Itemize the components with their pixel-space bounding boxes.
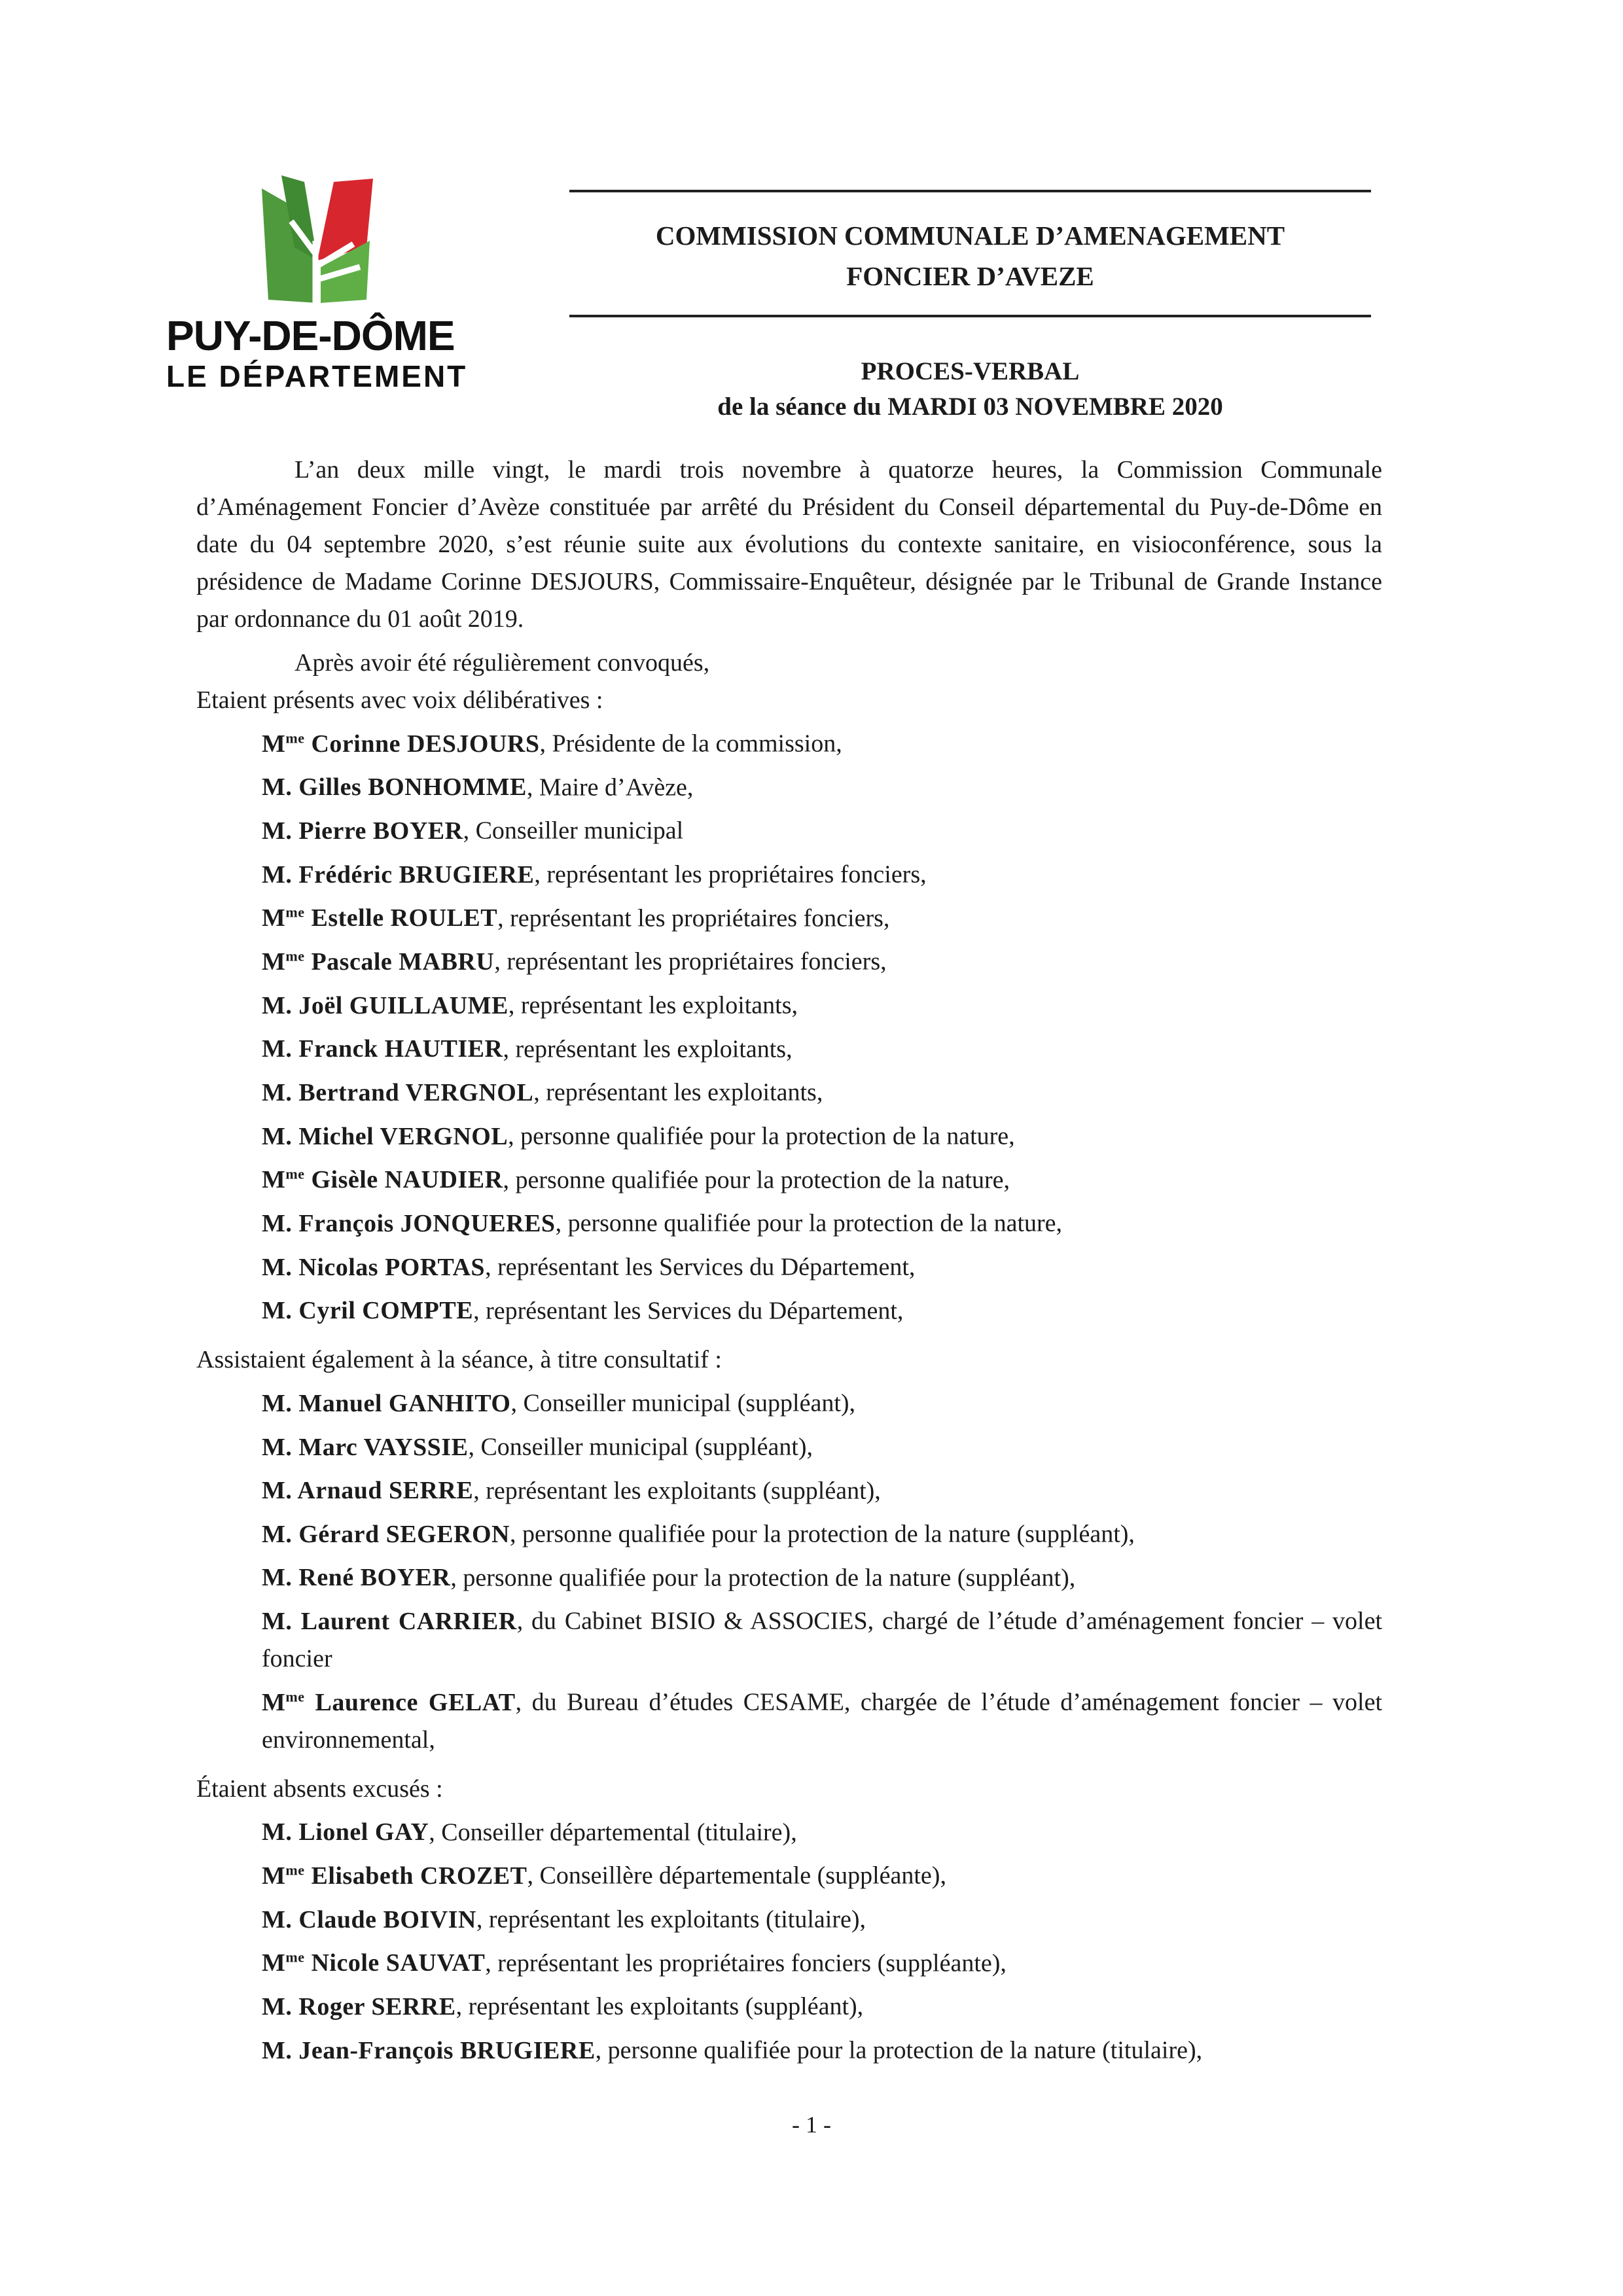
- page-number: - 1 -: [792, 2111, 831, 2138]
- list-item: M. Joël GUILLAUME, représentant les exploitants,: [262, 991, 798, 1019]
- list-item: M. Laurent CARRIER, du Cabinet BISIO & ASSOCIES, chargé de l’étude d’aménagement foncier – volet foncier: [262, 1608, 1383, 1673]
- list-item: $M^{me}$ Estelle ROULET, représentant les propriétaires fonciers,: [262, 904, 890, 932]
- list-item: M. Jean-François BRUGIERE, personne qualifiée pour la protection de la nature (titulaire),: [262, 2036, 1203, 2064]
- commission-title-line1: COMMISSION COMMUNALE D’AMENAGEMENT: [655, 221, 1285, 251]
- document-body: [196, 451, 1382, 2070]
- list-item: M. Manuel GANHITO, Conseiller municipal (suppléant),: [262, 1389, 856, 1417]
- absent-list: [196, 1808, 1382, 2070]
- list-item: M. Lionel GAY, Conseiller départemental (titulaire),: [262, 1818, 797, 1846]
- list-item: M. Michel VERGNOL, personne qualifiée pour la protection de la nature,: [262, 1122, 1015, 1150]
- list-item: M. Claude BOIVIN, représentant les exploitants (titulaire),: [262, 1905, 866, 1934]
- bottom-rule: [569, 315, 1371, 317]
- logo-title: PUY-DE-DÔME: [166, 312, 455, 359]
- list-item: M. François JONQUERES, personne qualifiée pour la protection de la nature,: [262, 1209, 1063, 1237]
- list-item: M. Gilles BONHOMME, Maire d’Avèze,: [262, 773, 694, 802]
- consultative-label: Assistaient également à la séance, à titre consultatif :: [196, 1346, 722, 1374]
- intro-paragraph: L’an deux mille vingt, le mardi trois novembre à quatorze heures, la Commission Communale d’Aménagement Foncier d’Avèze constituée par arrêté du Président du Conseil départemental du Puy-de-Dôme en date du 04 septembre 2020, s’est réunie suite aux évolutions du contexte sanitaire, en visioconférence, sous la présidence de Madame Corinne DESJOURS, Commissaire-Enquêteur, désignée par le Tribunal de Grande Instance par ordonnance du 01 août 2019.: [196, 456, 1382, 633]
- list-item: $M^{me}$ Pascale MABRU, représentant les propriétaires fonciers,: [262, 947, 887, 976]
- department-logo: [164, 169, 478, 404]
- pv-subtitle: de la séance du MARDI 03 NOVEMBRE 2020: [717, 393, 1223, 421]
- list-item: M. Gérard SEGERON, personne qualifiée pour la protection de la nature (suppléant),: [262, 1520, 1135, 1548]
- list-item: M. Arnaud SERRE, représentant les exploitants (suppléant),: [262, 1477, 881, 1505]
- pv-title: PROCES-VERBAL: [861, 357, 1080, 385]
- list-item: M. Cyril COMPTE, représentant les Services du Département,: [262, 1297, 904, 1325]
- list-item: M. Marc VAYSSIE, Conseiller municipal (suppléant),: [262, 1433, 813, 1461]
- logo-subtitle: LE DÉPARTEMENT: [166, 359, 468, 393]
- list-item: M. Roger SERRE, représentant les exploitants (suppléant),: [262, 1993, 864, 2021]
- list-item: $M^{me}$ Laurence GELAT, du Bureau d’études CESAME, chargée de l’étude d’aménagement foncier – volet environnemental,: [262, 1688, 1383, 1754]
- convocation-line: Après avoir été régulièrement convoqués,: [294, 649, 710, 677]
- list-item: M. Bertrand VERGNOL, représentant les exploitants,: [262, 1078, 823, 1106]
- list-item: M. Frédéric BRUGIERE, représentant les propriétaires fonciers,: [262, 860, 927, 889]
- list-item: $M^{me}$ Elisabeth CROZET, Conseillère départementale (suppléante),: [262, 1862, 946, 1890]
- present-list: [196, 719, 1382, 1330]
- list-item: $M^{me}$ Corinne DESJOURS, Présidente de la commission,: [262, 730, 842, 758]
- list-item: M. René BOYER, personne qualifiée pour la protection de la nature (suppléant),: [262, 1564, 1076, 1592]
- list-item: M. Pierre BOYER, Conseiller municipal: [262, 817, 684, 845]
- list-item: $M^{me}$ Nicole SAUVAT, représentant les propriétaires fonciers (suppléante),: [262, 1949, 1007, 1977]
- list-item: $M^{me}$ Gisèle NAUDIER, personne qualifiée pour la protection de la nature,: [262, 1165, 1010, 1194]
- present-label: Etaient présents avec voix délibératives :: [196, 686, 603, 714]
- absent-label: Étaient absents excusés :: [196, 1775, 443, 1803]
- consultative-list: [196, 1379, 1382, 1759]
- commission-title-line2: FONCIER D’AVEZE: [846, 261, 1094, 291]
- tree-icon: [255, 169, 380, 306]
- top-rule: [569, 190, 1371, 192]
- list-item: M. Nicolas PORTAS, représentant les Services du Département,: [262, 1253, 916, 1281]
- list-item: M. Franck HAUTIER, représentant les exploitants,: [262, 1035, 793, 1063]
